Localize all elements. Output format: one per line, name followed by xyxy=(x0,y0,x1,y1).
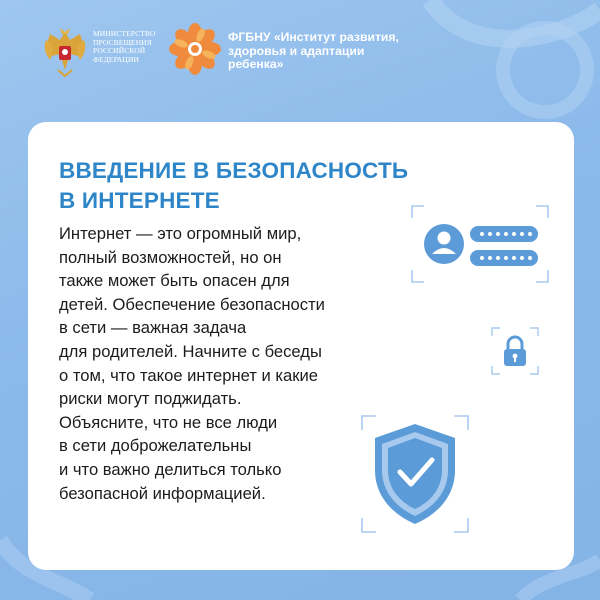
ministry-line: ФЕДЕРАЦИИ xyxy=(93,54,139,64)
body-line: безопасной информацией. xyxy=(59,483,266,503)
body-paragraph xyxy=(59,222,389,505)
padlock-icon xyxy=(490,326,540,376)
body-line: детей. Обеспечение безопасности xyxy=(59,294,325,314)
ministry-line: МИНИСТЕРСТВО xyxy=(93,29,156,38)
page-title xyxy=(59,156,419,216)
body-line: полный возможностей, но он xyxy=(59,247,282,267)
login-form-icon xyxy=(410,204,550,284)
body-line: также может быть опасен для xyxy=(59,271,290,291)
coat-of-arms-icon xyxy=(40,26,90,78)
title-line: В ИНТЕРНЕТЕ xyxy=(59,188,220,213)
body-line: Объясните, что не все люди xyxy=(59,412,278,432)
body-line: риски могут поджидать. xyxy=(59,389,242,409)
ministry-line: ПРОСВЕЩЕНИЯ xyxy=(93,37,152,47)
institute-line: ребенка» xyxy=(228,57,284,71)
shield-check-icon xyxy=(360,414,470,534)
title-line: ВВЕДЕНИЕ В БЕЗОПАСНОСТЬ xyxy=(59,158,409,183)
body-line: Интернет — это огромный мир, xyxy=(59,224,302,243)
body-line: в сети — важная задача xyxy=(59,318,247,338)
header xyxy=(0,0,600,100)
body-line: и что важно делиться только xyxy=(59,459,282,479)
institute-line: ФГБНУ «Институт развития, xyxy=(228,30,399,44)
institute-line: здоровья и адаптации xyxy=(228,43,365,58)
ministry-line: РОССИЙСКОЙ xyxy=(93,46,146,56)
flower-logo-icon xyxy=(168,22,222,76)
ministry-name xyxy=(93,30,173,64)
body-line: о том, что такое интернет и какие xyxy=(59,365,319,385)
institute-name xyxy=(228,31,428,72)
body-line: в сети доброжелательны xyxy=(59,436,252,456)
body-line: для родителей. Начните с беседы xyxy=(59,341,322,361)
